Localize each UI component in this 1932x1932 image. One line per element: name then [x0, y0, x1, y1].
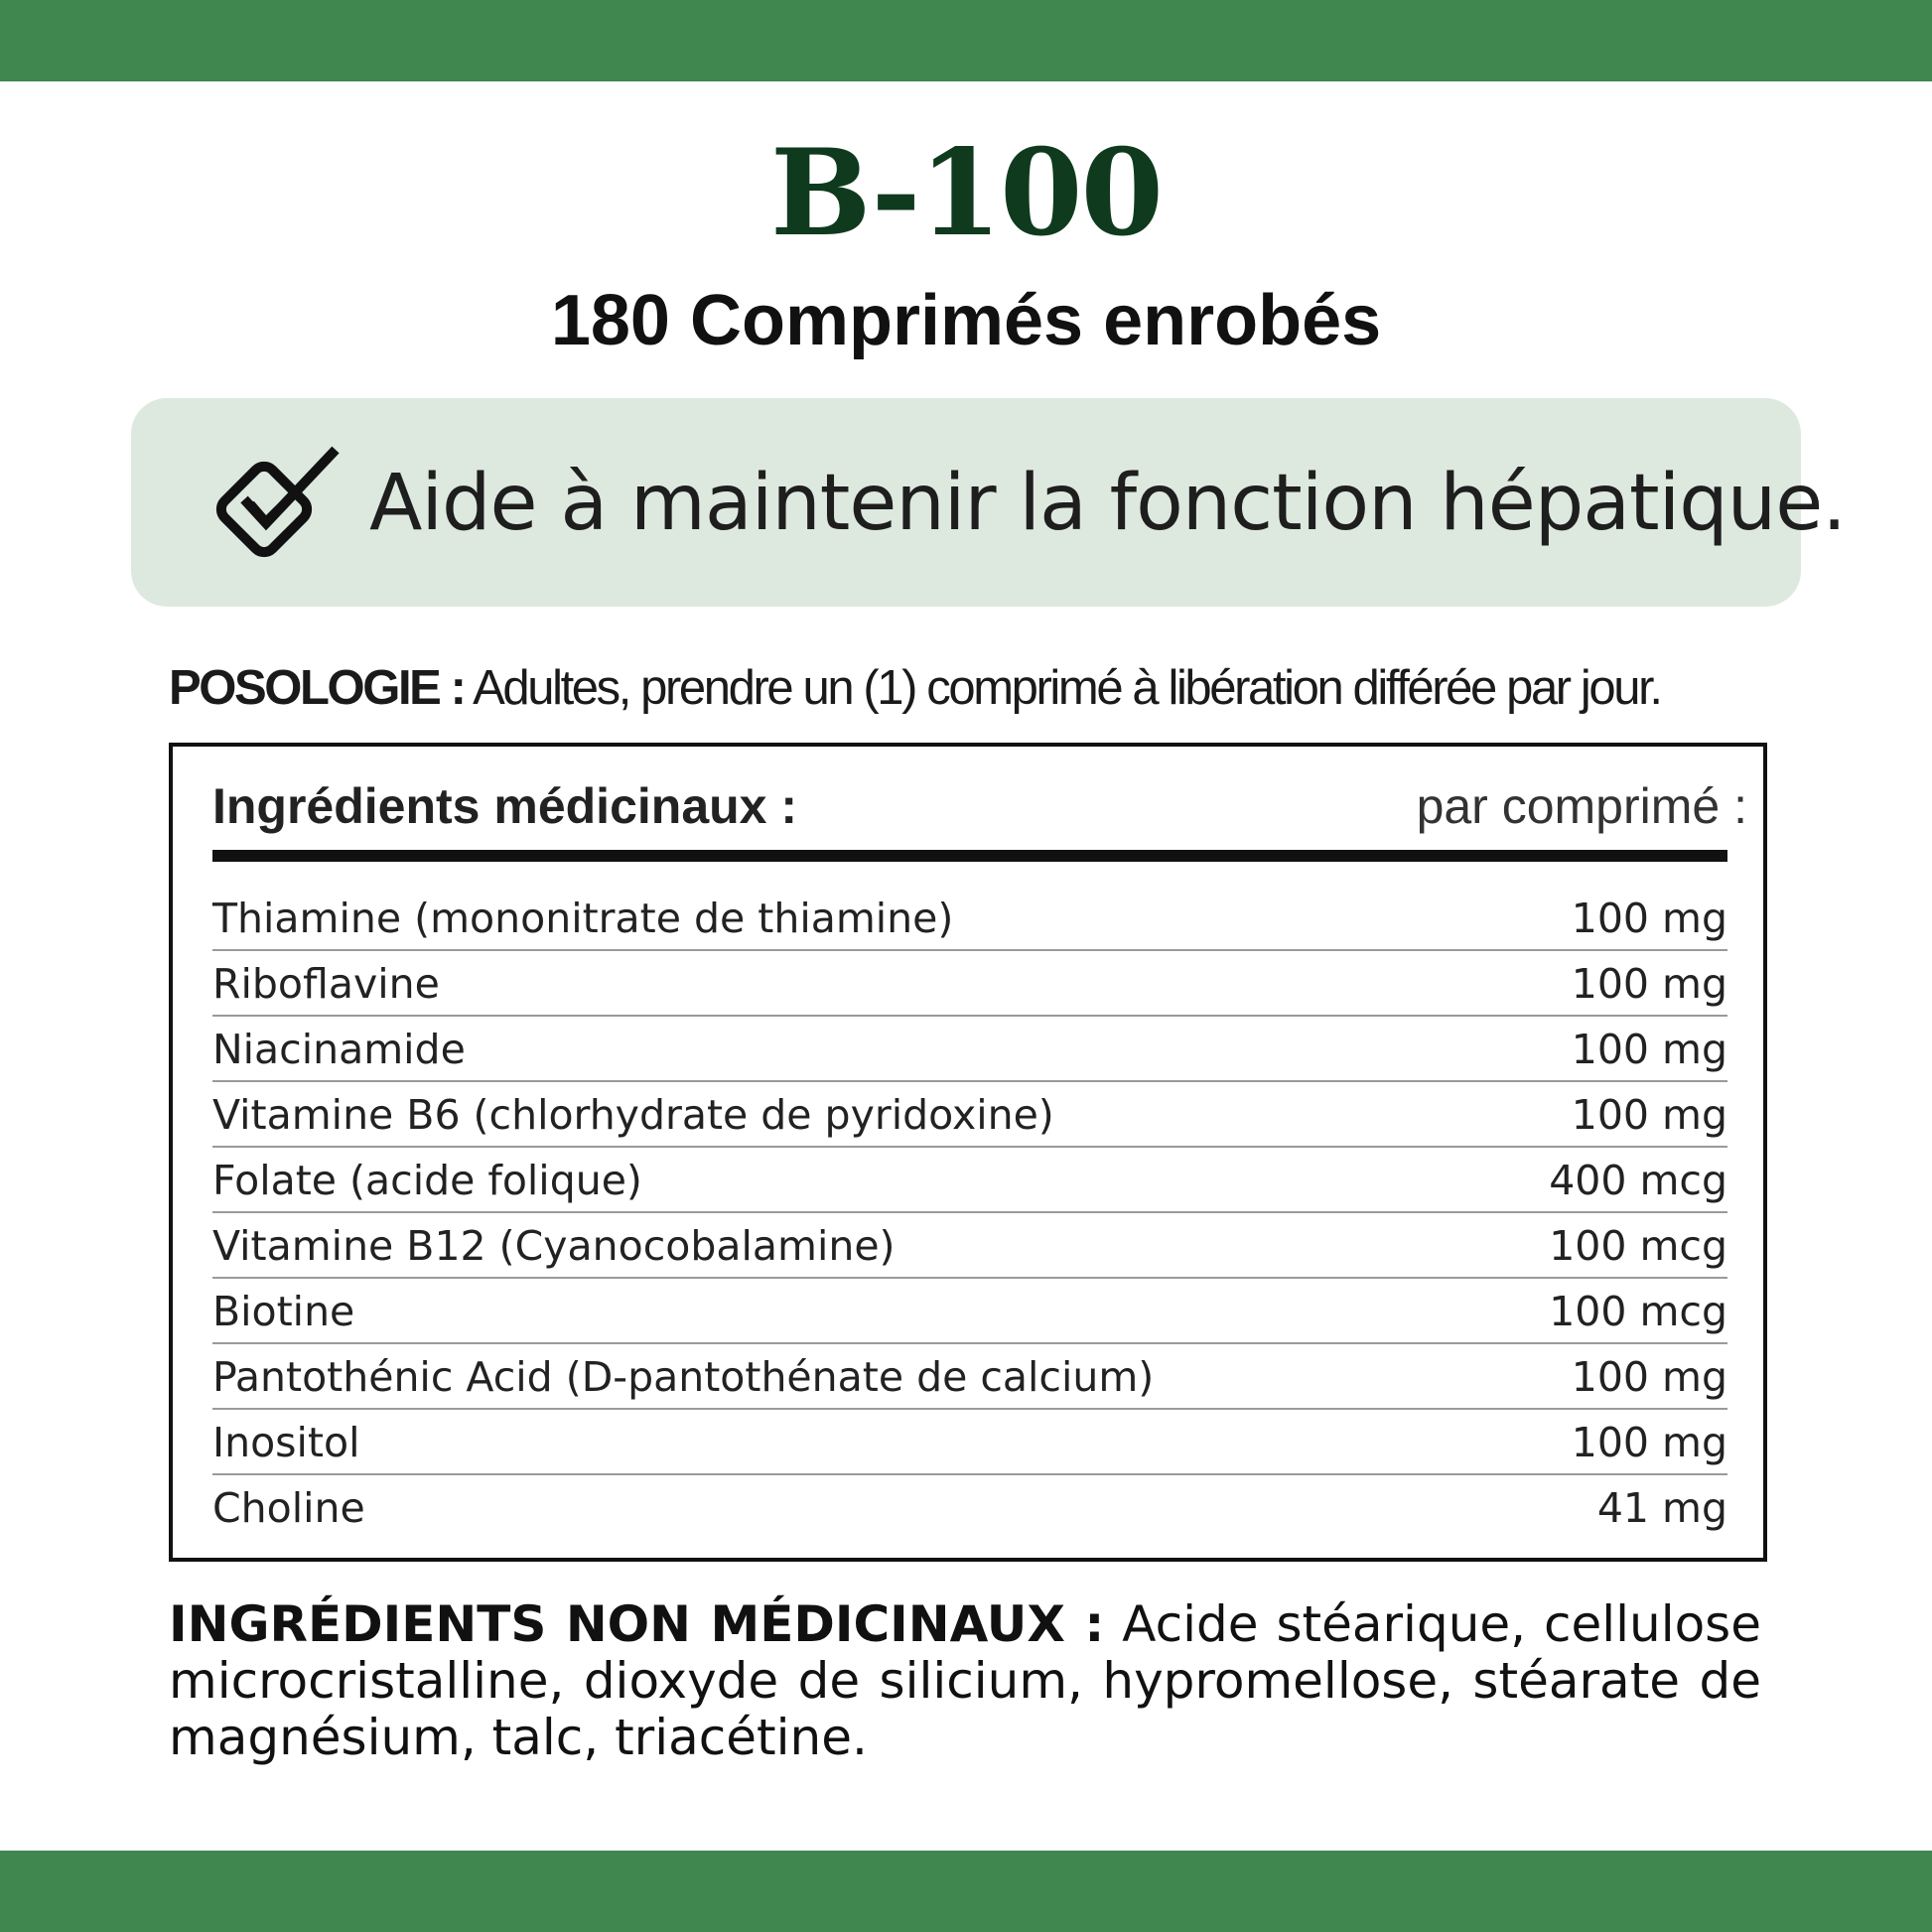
medicinal-ingredients-table [169, 743, 1767, 1562]
header-ingredients: Ingrédients médicinaux : [212, 778, 798, 834]
claim-box [131, 398, 1847, 607]
table-row [212, 1017, 1727, 1082]
table-header [212, 776, 1747, 836]
table-row [212, 1410, 1727, 1475]
table-row [212, 1082, 1727, 1148]
ingredient-amount: 100 mg [1571, 1419, 1727, 1466]
table-row [212, 1475, 1727, 1541]
ingredient-name: Vitamine B6 (chlorhydrate de pyridoxine) [212, 1091, 1054, 1139]
ingredient-amount: 41 mg [1596, 1484, 1727, 1532]
ingredient-amount: 100 mg [1571, 960, 1727, 1008]
ingredient-name: Vitamine B12 (Cyanocobalamine) [212, 1222, 896, 1270]
checkbox-check-icon [203, 440, 351, 569]
ingredient-name: Biotine [212, 1288, 355, 1335]
product-title: B-100 [770, 123, 1162, 263]
table-row [212, 1148, 1727, 1213]
ingredient-name: Inositol [212, 1419, 360, 1466]
ingredient-name: Thiamine (mononitrate de thiamine) [212, 895, 954, 942]
claim-text: Aide à maintenir la fonction hépatique. [369, 459, 1847, 548]
bottom-band [0, 1851, 1932, 1932]
top-band [0, 0, 1932, 81]
header-per-tablet: par comprimé : [1416, 778, 1747, 834]
ingredient-amount: 100 mg [1571, 1026, 1727, 1073]
dosage-text: Adultes, prendre un (1) comprimé à libération différée par jour. [464, 661, 1661, 715]
dosage-label: POSOLOGIE : [169, 661, 465, 715]
non-medicinal-label: INGRÉDIENTS NON MÉDICINAUX : [169, 1595, 1105, 1653]
ingredient-name: Choline [212, 1484, 365, 1532]
table-row [212, 886, 1727, 951]
ingredient-amount: 400 mcg [1549, 1157, 1727, 1204]
ingredient-name: Riboflavine [212, 960, 440, 1008]
product-subtitle: 180 Comprimés enrobés [550, 281, 1382, 360]
ingredient-name: Niacinamide [212, 1026, 466, 1073]
ingredient-name: Pantothénic Acid (D-pantothénate de calcium) [212, 1353, 1155, 1401]
ingredient-amount: 100 mcg [1549, 1288, 1727, 1335]
table-row [212, 1279, 1727, 1344]
ingredient-name: Folate (acide folique) [212, 1157, 642, 1204]
ingredient-amount: 100 mcg [1549, 1222, 1727, 1270]
ingredient-amount: 100 mg [1571, 1353, 1727, 1401]
non-medicinal-ingredients [169, 1596, 1761, 1766]
ingredient-amount: 100 mg [1571, 1091, 1727, 1139]
non-medicinal-text: Acide stéarique, cellulose microcristalline, dioxyde de silicium, hypromellose, stéarate de magnésium, talc, triacétine. [169, 1595, 1761, 1766]
ingredient-amount: 100 mg [1571, 895, 1727, 942]
header-rule [212, 850, 1727, 862]
table-row [212, 1213, 1727, 1279]
dosage-instructions [169, 657, 1777, 719]
ingredient-rows [212, 886, 1727, 1541]
table-row [212, 951, 1727, 1017]
table-row [212, 1344, 1727, 1410]
